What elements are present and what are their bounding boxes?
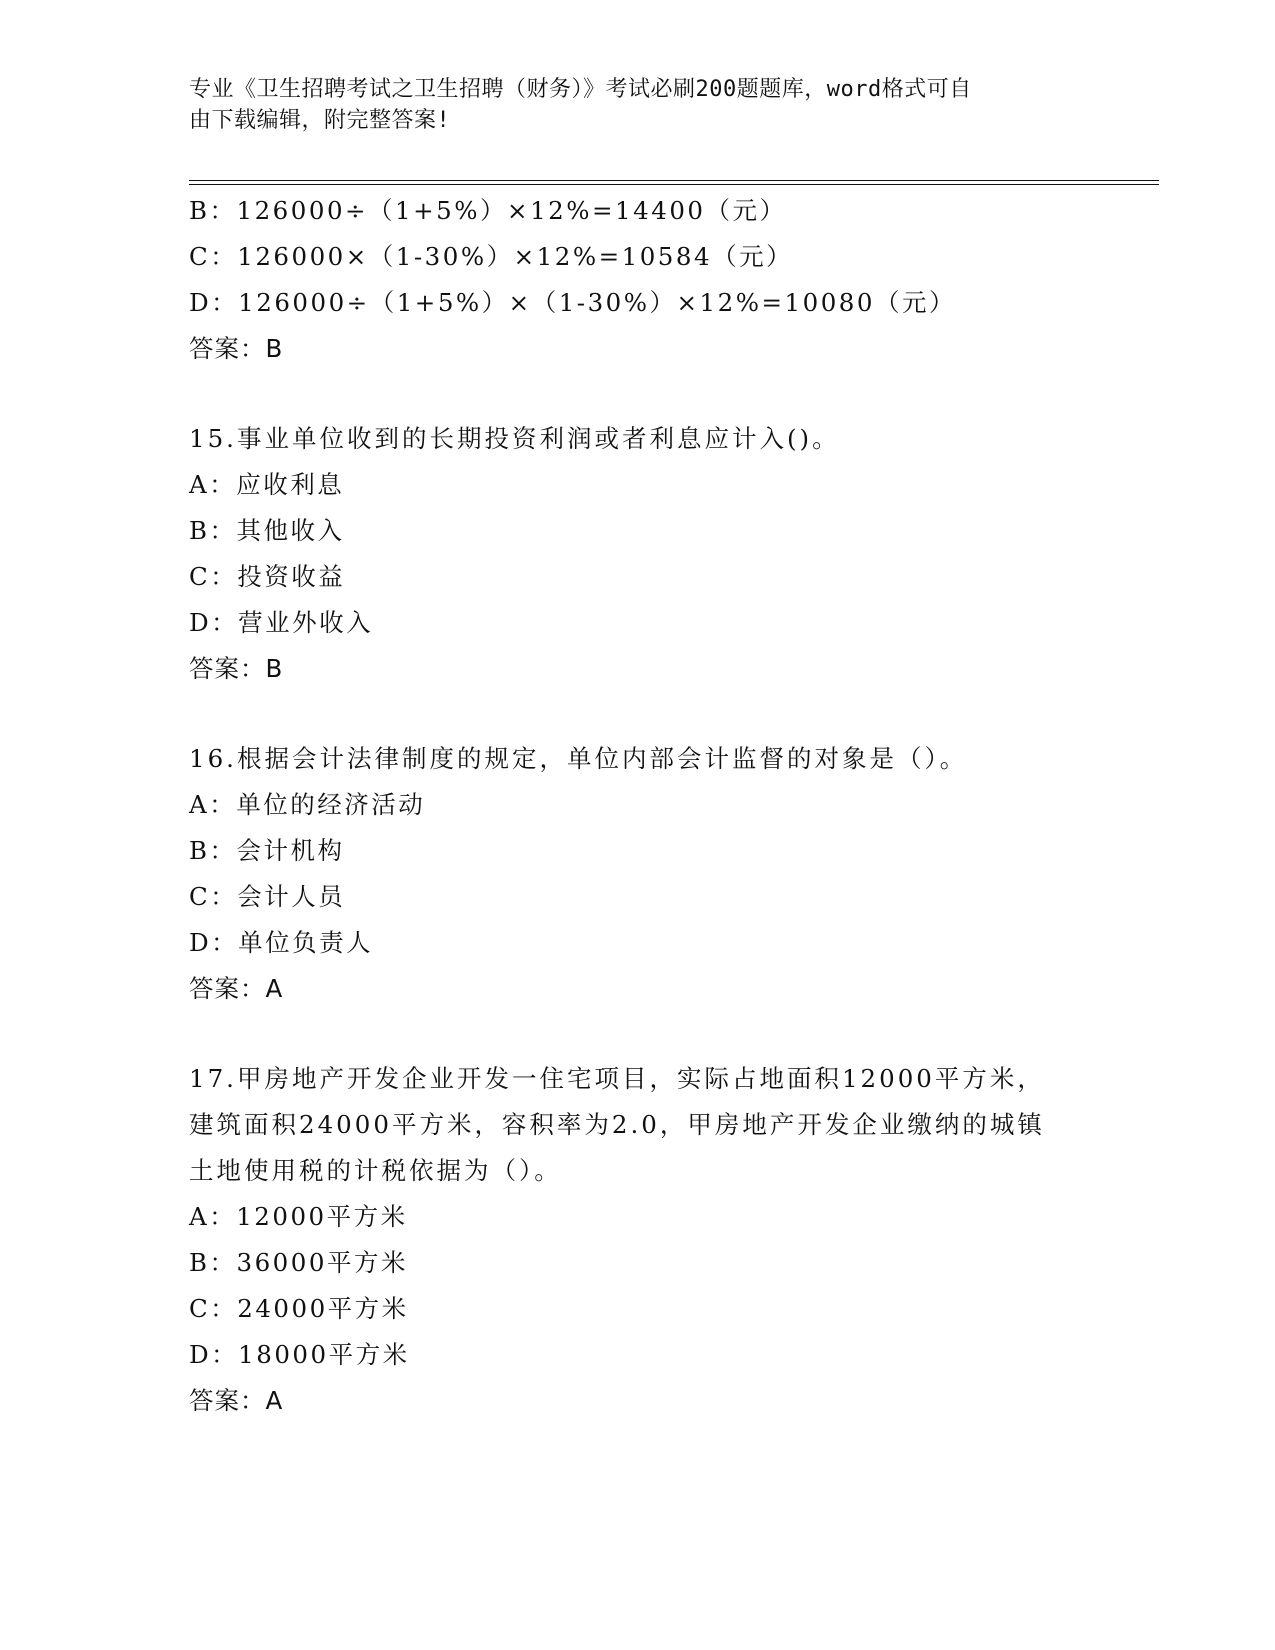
option-c: C：24000平方米: [189, 1294, 409, 1323]
question-stem-line-1: 17.甲房地产开发企业开发一住宅项目，实际占地面积12000平方米，: [189, 1064, 1045, 1093]
option-b: B：36000平方米: [189, 1248, 408, 1277]
question-16: [189, 736, 1089, 1012]
spacer: [189, 1012, 1089, 1056]
option-b: B：会计机构: [189, 836, 345, 865]
question-15: [189, 416, 1089, 692]
spacer: [189, 372, 1089, 416]
question-14-tail: [189, 188, 1089, 372]
question-list: [189, 188, 1089, 1424]
question-stem: 15.事业单位收到的长期投资利润或者利息应计入()。: [189, 424, 840, 453]
document-header: [189, 74, 1069, 136]
option-a: A：单位的经济活动: [189, 790, 426, 819]
option-b: B：其他收入: [189, 516, 345, 545]
question-stem: 16.根据会计法律制度的规定，单位内部会计监督的对象是（）。: [189, 744, 968, 773]
answer-line: 答案：A: [189, 1386, 284, 1415]
header-divider-bottom: [189, 184, 1159, 185]
question-stem-line-2: 建筑面积24000平方米，容积率为2.0，甲房地产开发企业缴纳的城镇: [189, 1110, 1045, 1139]
option-c: C：会计人员: [189, 882, 346, 911]
answer-line: 答案：B: [189, 334, 284, 363]
option-d: D：单位负责人: [189, 928, 374, 957]
header-line-2: 由下载编辑，附完整答案!: [189, 108, 451, 133]
question-17: [189, 1056, 1089, 1424]
answer-line: 答案：A: [189, 974, 284, 1003]
option-c: C：投资收益: [189, 562, 346, 591]
option-d: D：营业外收入: [189, 608, 374, 637]
spacer: [189, 692, 1089, 736]
question-stem-line-3: 土地使用税的计税依据为（）。: [189, 1156, 562, 1185]
header-divider-top: [189, 180, 1159, 181]
option-d: D：18000平方米: [189, 1340, 410, 1369]
answer-line: 答案：B: [189, 654, 284, 683]
option-b: B：126000÷（1+5%）×12%=14400（元）: [189, 196, 787, 225]
option-c: C：126000×（1-30%）×12%=10584（元）: [189, 242, 794, 271]
header-line-1: 专业《卫生招聘考试之卫生招聘（财务）》考试必刷200题题库，word格式可自: [189, 77, 972, 102]
option-d: D：126000÷（1+5%）×（1-30%）×12%=10080（元）: [189, 288, 956, 317]
option-a: A：12000平方米: [189, 1202, 408, 1231]
option-a: A：应收利息: [189, 470, 345, 499]
